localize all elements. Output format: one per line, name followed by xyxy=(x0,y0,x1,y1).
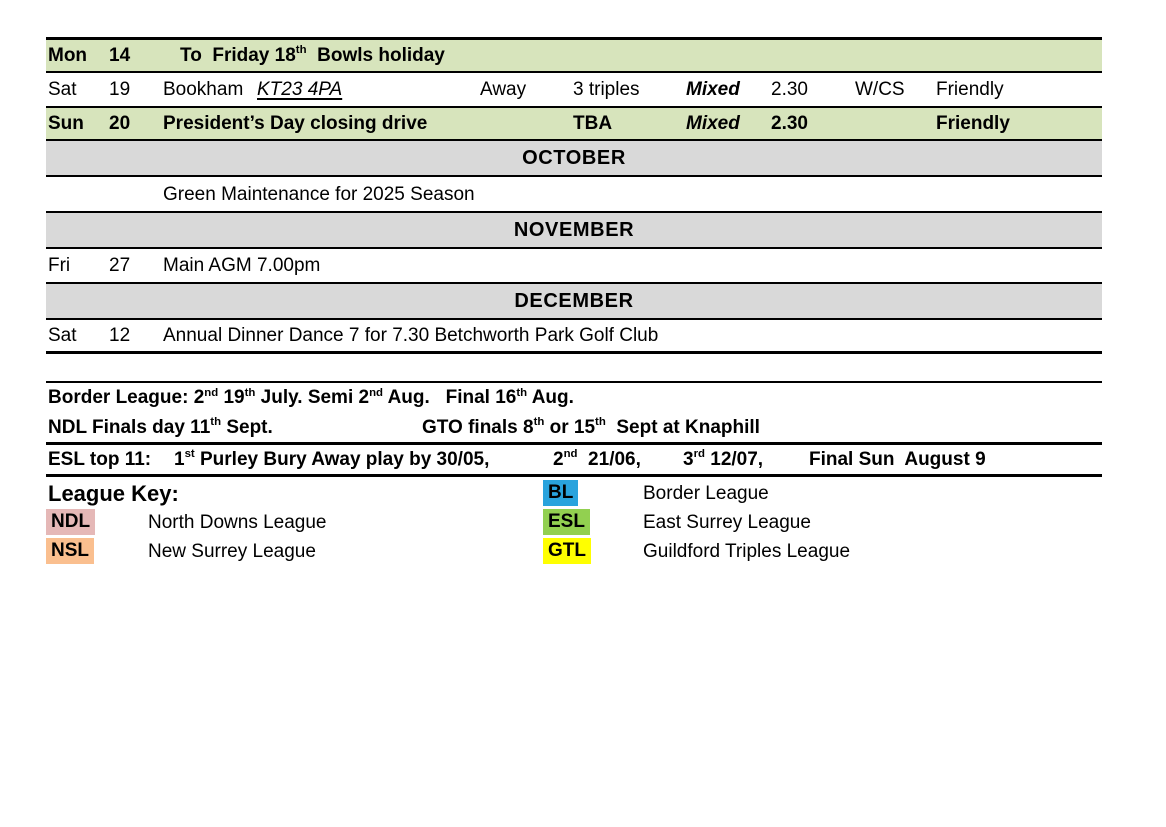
event-cell: President’s Day closing drive xyxy=(163,113,428,134)
day-cell: Mon xyxy=(48,45,88,66)
esl-first: 1 $^{st}$ Purley Bury Away play by 30/05, xyxy=(174,448,490,470)
esl-second: 2 $^{nd}$ 21/06, xyxy=(553,448,641,470)
fixtures-table xyxy=(46,37,1102,354)
gtl-league-name: Guildford Triples League xyxy=(643,540,851,562)
esl-label: ESL top 11: xyxy=(48,448,152,470)
esl-note xyxy=(46,445,1102,477)
nsl-league-name: New Surrey League xyxy=(148,540,316,562)
esl-final: Final Sun August 9 xyxy=(809,448,986,470)
day-cell: Sat xyxy=(48,325,77,346)
time-cell: 2.30 xyxy=(771,113,808,134)
border-league-note xyxy=(46,383,1102,413)
finals-note xyxy=(46,413,1102,445)
calendar-document xyxy=(46,37,1102,566)
mixed-cell: Mixed xyxy=(686,113,740,134)
gto-finals-text: GTO finals 8 $^{th}$ or 15 $^{th}$ Sept at Knaphill xyxy=(422,416,760,438)
dress-cell: W/CS xyxy=(855,79,905,100)
league-key-row xyxy=(46,508,1102,537)
ndl-finals-text: NDL Finals day 11 $^{th}$ Sept. xyxy=(48,416,273,438)
match-type-cell: Friendly xyxy=(936,113,1010,134)
esl-third: 3 $^{rd}$ 12/07, xyxy=(683,448,764,470)
nsl-color-chip: NSL xyxy=(46,538,94,564)
event-cell: Annual Dinner Dance 7 for 7.30 Betchworth Park Golf Club xyxy=(163,325,659,346)
month-header-december xyxy=(46,284,1102,320)
time-cell: 2.30 xyxy=(771,79,808,100)
event-cell: Main AGM 7.00pm xyxy=(163,255,321,276)
table-row-bookham xyxy=(46,73,1102,108)
format-cell: TBA xyxy=(573,113,613,134)
day-cell: Fri xyxy=(48,255,71,276)
format-cell: 3 triples xyxy=(573,79,640,100)
bl-color-chip: BL xyxy=(543,480,578,506)
event-cell: Bookham xyxy=(163,79,244,100)
table-row-green-maintenance xyxy=(46,177,1102,213)
ndl-color-chip: NDL xyxy=(46,509,95,535)
date-cell: 12 xyxy=(109,325,131,346)
bl-league-name: Border League xyxy=(643,482,769,504)
month-header-november xyxy=(46,213,1102,249)
date-cell: 19 xyxy=(109,79,131,100)
date-cell: 20 xyxy=(109,113,131,134)
spacer xyxy=(46,354,1102,381)
esl-color-chip: ESL xyxy=(543,509,590,535)
league-key xyxy=(46,479,1102,566)
border-league-text: Border League: 2 $^{nd}$ 19 $^{th}$ July. Semi 2 $^{nd}$ Aug. Final 16 $^{th}$ Aug. xyxy=(48,386,574,408)
table-row-main-agm xyxy=(46,249,1102,284)
date-cell: 14 xyxy=(109,45,131,66)
esl-league-name: East Surrey League xyxy=(643,511,811,533)
league-notes-block xyxy=(46,381,1102,477)
event-cell: To Friday 18 $^{th}$ Bowls holiday xyxy=(180,43,445,66)
date-cell: 27 xyxy=(109,255,131,276)
ndl-league-name: North Downs League xyxy=(148,511,327,533)
day-cell: Sun xyxy=(48,113,84,134)
mixed-cell: Mixed xyxy=(686,79,740,100)
table-row-presidents-day xyxy=(46,108,1102,141)
table-row-bowls-holiday xyxy=(46,40,1102,73)
gtl-color-chip: GTL xyxy=(543,538,591,564)
day-cell: Sat xyxy=(48,79,77,100)
league-key-row xyxy=(46,537,1102,566)
month-header-october xyxy=(46,141,1102,177)
month-label: OCTOBER xyxy=(522,147,626,169)
match-type-cell: Friendly xyxy=(936,79,1004,100)
league-key-row xyxy=(46,479,1102,508)
month-label: DECEMBER xyxy=(514,290,634,312)
month-label: NOVEMBER xyxy=(513,219,635,241)
home-away-cell: Away xyxy=(480,79,527,100)
league-key-title: League Key: xyxy=(48,480,179,506)
table-row-dinner-dance xyxy=(46,320,1102,354)
venue-postcode-cell: KT23 4PA xyxy=(257,79,343,100)
event-cell: Green Maintenance for 2025 Season xyxy=(163,183,475,205)
